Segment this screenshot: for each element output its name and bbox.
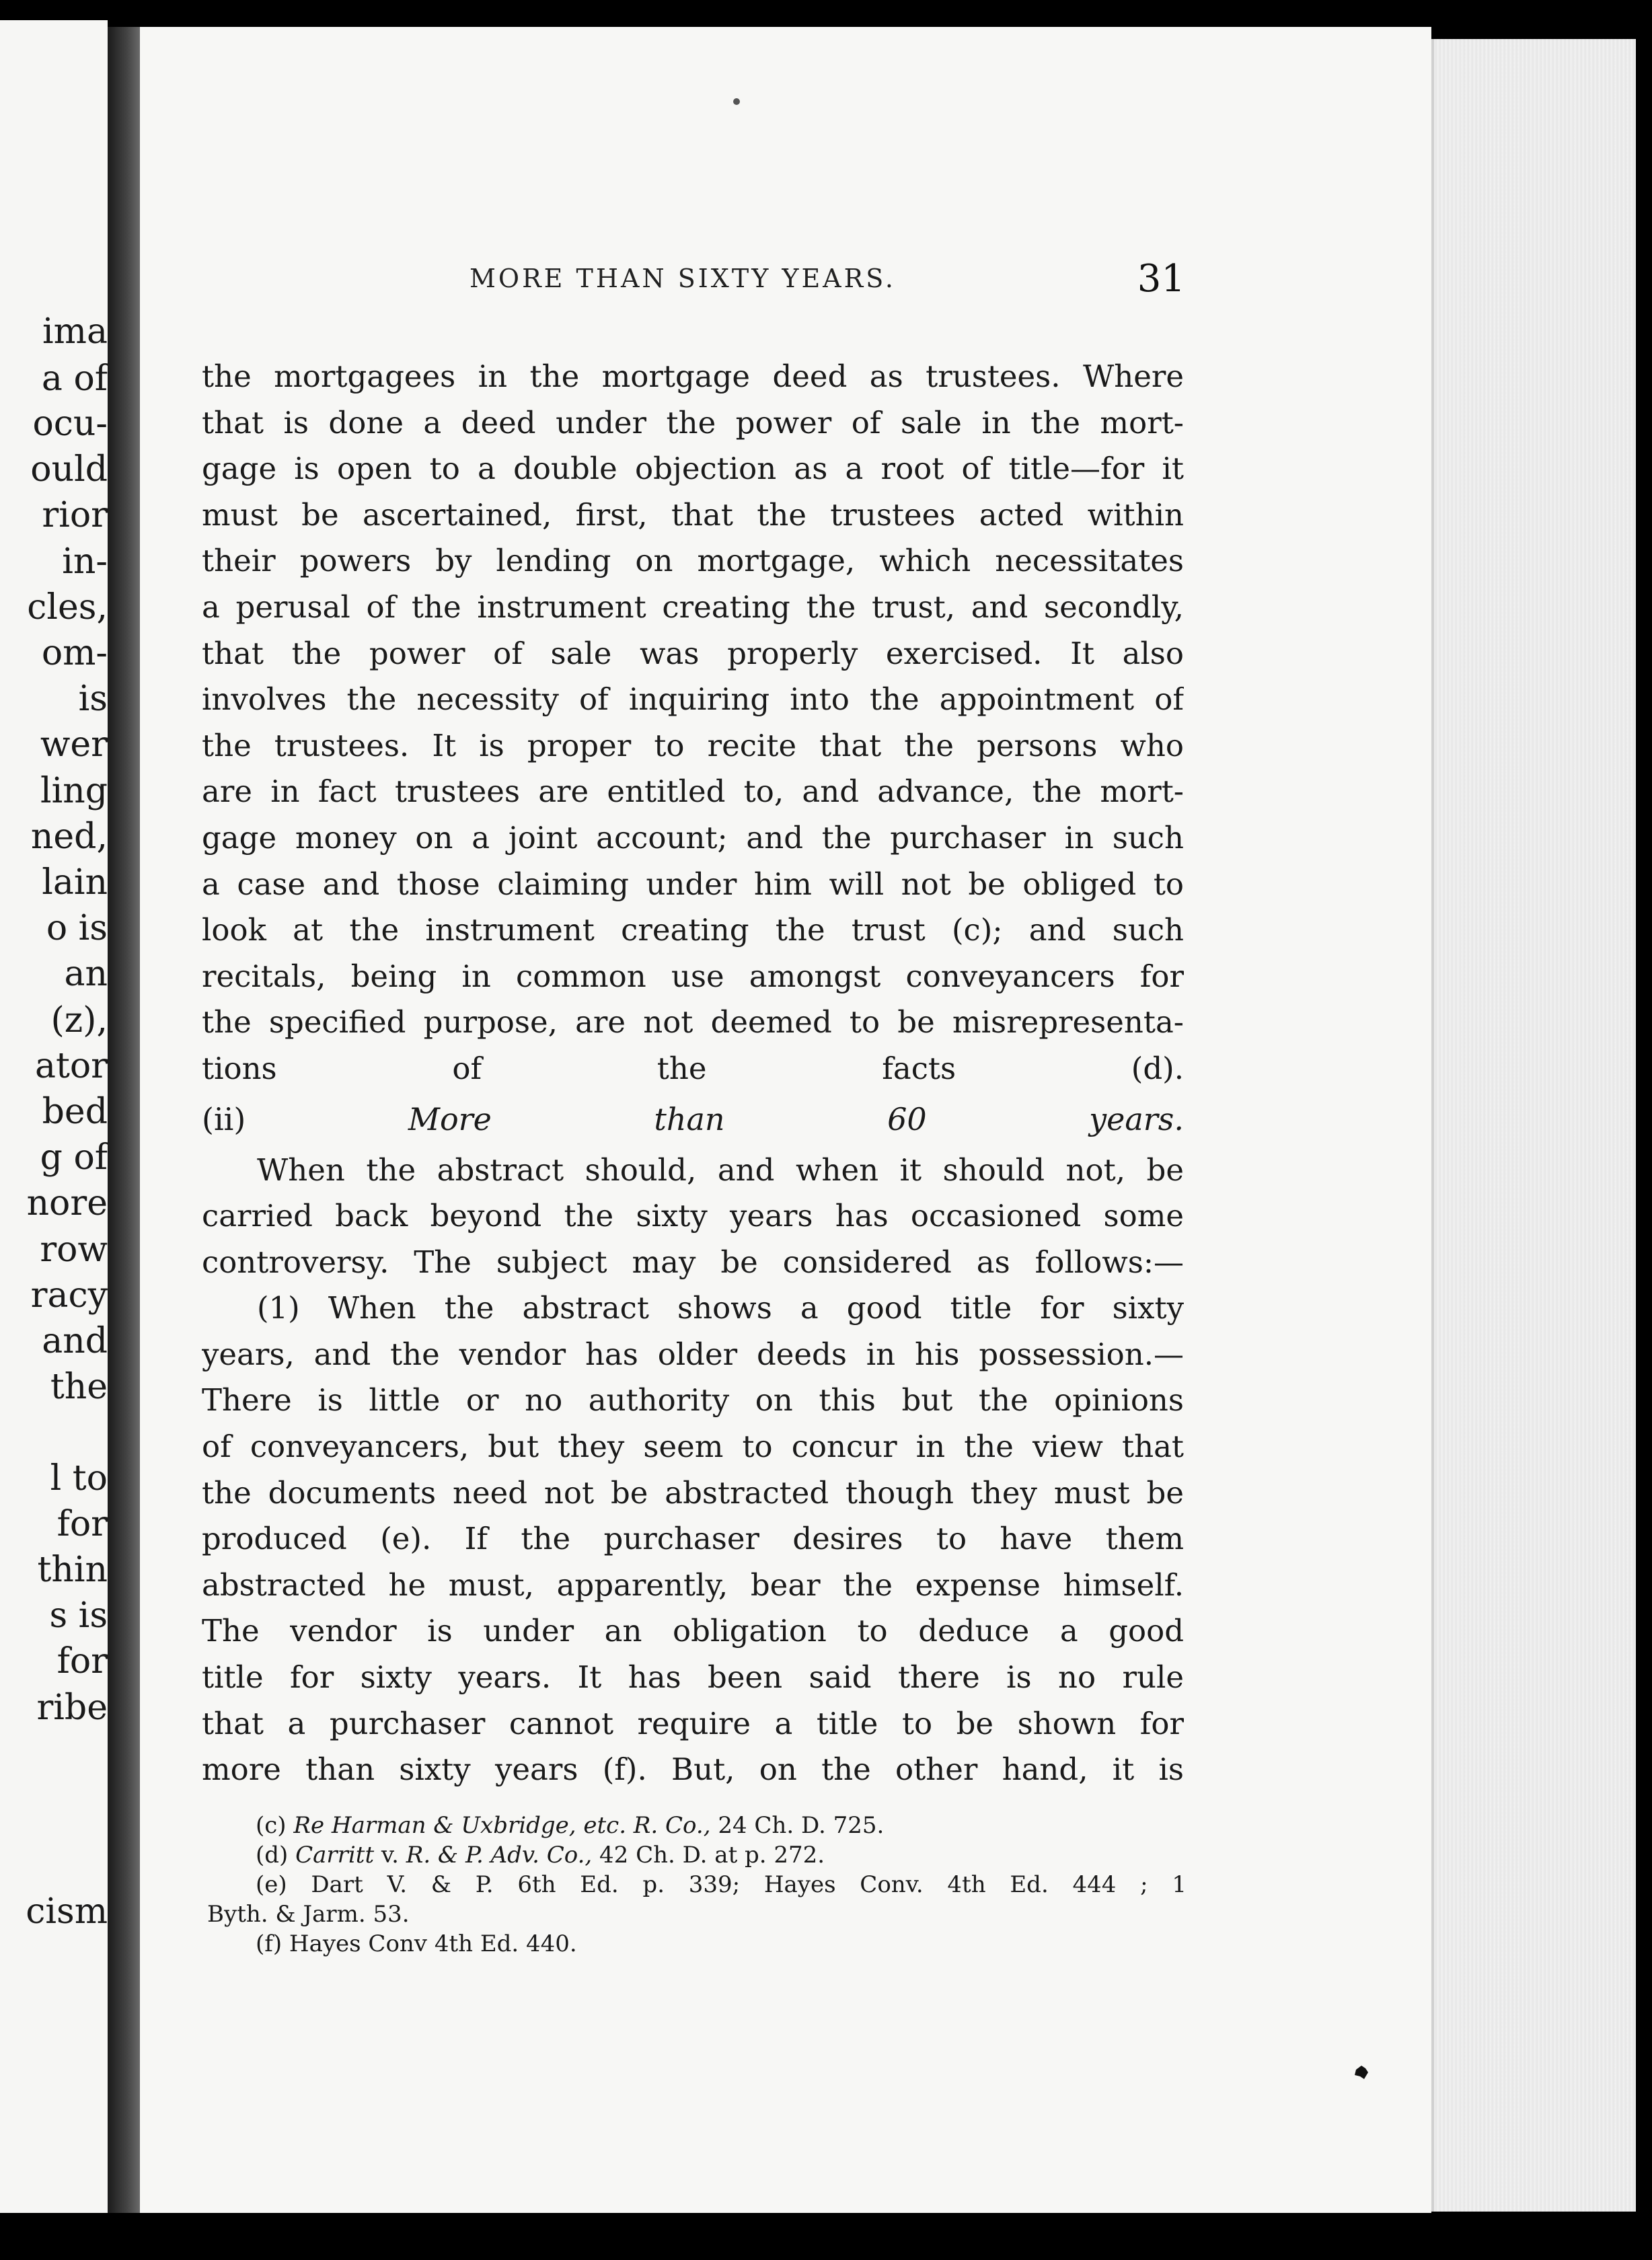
- paragraph-mortgagees: [202, 354, 1184, 1092]
- left-page-fragment: cism: [26, 1891, 108, 1932]
- previous-page-edge: [0, 20, 108, 2213]
- footnote-c: [207, 1811, 1187, 1840]
- subheading-number: (ii): [202, 1100, 246, 1137]
- footnote-e-line1: (e) Dart V. & P. 6th Ed. p. 339; Hayes Conv. 4th Ed. 444 ; 1: [256, 1871, 1187, 1898]
- left-page-fragment: s is: [49, 1595, 108, 1636]
- text-line: tions of the facts (d).: [202, 1050, 1184, 1086]
- left-page-fragment: (z),: [50, 1000, 108, 1041]
- left-page-fragment: ator: [34, 1046, 108, 1086]
- text-line: abstracted he must, apparently, bear the expense himself.: [202, 1567, 1184, 1603]
- left-page-fragment: ima: [42, 311, 108, 352]
- footnote-d-case: Carritt: [295, 1842, 375, 1869]
- paragraph-abstract-controversy: [202, 1147, 1184, 1286]
- footnote-d-case2: R. & P. Adv. Co.,: [406, 1842, 593, 1869]
- text-line: the mortgagees in the mortgage deed as trustees. Where: [202, 359, 1184, 394]
- text-line: look at the instrument creating the trust (c); and such: [202, 912, 1184, 948]
- left-page-fragment: lain: [42, 862, 108, 903]
- left-page-fragment: l to: [50, 1458, 108, 1499]
- text-line: controversy. The subject may be considered as follows:—: [202, 1244, 1184, 1280]
- page-number: 31: [1137, 257, 1185, 301]
- text-line: produced (e). If the purchaser desires to have them: [202, 1521, 1184, 1557]
- text-line: the specified purpose, are not deemed to be misrepresenta-: [202, 1004, 1184, 1041]
- left-page-fragment: bed: [42, 1092, 108, 1132]
- text-line: gage money on a joint account; and the purchaser in such: [202, 819, 1184, 856]
- footnotes: [207, 1811, 1187, 1959]
- left-page-fragment: racy: [30, 1275, 108, 1316]
- left-page-fragment: row: [40, 1230, 108, 1270]
- text-line: that a purchaser cannot require a title to be shown for: [202, 1705, 1184, 1741]
- text-line: gage is open to a double objection as a root of title—for it: [202, 451, 1184, 487]
- book-gutter: [108, 27, 140, 2213]
- left-page-fragment: om-: [41, 633, 108, 673]
- footnote-d: [207, 1840, 1187, 1870]
- text-line: (1) When the abstract shows a good title for sixty: [257, 1290, 1184, 1326]
- left-page-fragment: ling: [40, 771, 108, 811]
- text-line: must be ascertained, first, that the trustees acted within: [202, 496, 1184, 533]
- text-line: carried back beyond the sixty years has occasioned some: [202, 1198, 1184, 1234]
- section-subheading: [202, 1092, 1184, 1147]
- text-line: more than sixty years (f). But, on the other hand, it is: [202, 1752, 1184, 1788]
- footnote-c-mark: (c): [256, 1812, 287, 1839]
- left-page-fragment: for: [57, 1641, 108, 1682]
- paper-speck: [733, 98, 740, 105]
- text-line: of conveyancers, but they seem to concur in the view that: [202, 1429, 1184, 1465]
- text-line: a case and those claiming under him will not be obliged to: [202, 866, 1184, 902]
- text-line: that the power of sale was properly exercised. It also: [202, 635, 1184, 671]
- left-page-fragment: o is: [46, 908, 108, 948]
- left-page-fragment: is: [78, 679, 108, 719]
- page-edge-stack: [1431, 39, 1636, 2212]
- text-line: When the abstract should, and when it should not, be: [257, 1152, 1184, 1188]
- text-line: title for sixty years. It has been said there is no rule: [202, 1659, 1184, 1696]
- text-line: years, and the vendor has older deeds in his possession.—: [202, 1336, 1184, 1372]
- footnote-c-case: Re Harman & Uxbridge, etc. R. Co.,: [293, 1812, 711, 1839]
- left-page-fragment: ould: [30, 449, 108, 490]
- page-header: [140, 257, 1185, 311]
- text-line: a perusal of the instrument creating the trust, and secondly,: [202, 589, 1184, 625]
- book-page: [140, 27, 1431, 2213]
- body-text: [202, 354, 1184, 1793]
- text-line: the trustees. It is proper to recite that the persons who: [202, 727, 1184, 763]
- left-page-fragment: ned,: [30, 817, 108, 857]
- left-page-fragment: for: [57, 1504, 108, 1544]
- left-page-fragment: and: [42, 1321, 108, 1361]
- paragraph-older-deeds: [202, 1285, 1184, 1793]
- footnote-d-mark: (d): [256, 1842, 289, 1869]
- text-line: The vendor is under an obligation to deduce a good: [202, 1613, 1184, 1649]
- text-line: that is done a deed under the power of sale in the mort-: [202, 404, 1184, 441]
- text-line: recitals, being in common use amongst conveyancers for: [202, 958, 1184, 994]
- left-page-fragment: rior: [42, 495, 108, 535]
- running-head: MORE THAN SIXTY YEARS.: [470, 264, 896, 293]
- footnote-d-ref: 42 Ch. D. at p. 272.: [599, 1842, 825, 1869]
- left-page-fragment: cles,: [27, 587, 108, 628]
- text-line: their powers by lending on mortgage, which necessitates: [202, 543, 1184, 579]
- left-page-fragment: an: [64, 954, 108, 994]
- left-page-fragment: ocu-: [32, 404, 108, 444]
- text-line: There is little or no authority on this but the opinions: [202, 1382, 1184, 1419]
- left-page-fragment: the: [50, 1367, 108, 1407]
- text-line: are in fact trustees are entitled to, and advance, the mort-: [202, 774, 1184, 810]
- left-page-fragment: g of: [40, 1137, 108, 1178]
- left-page-fragment: thin: [37, 1550, 108, 1590]
- left-page-fragment: nore: [26, 1183, 108, 1223]
- ink-blot-mark: [1352, 2063, 1371, 2082]
- footnote-c-ref: 24 Ch. D. 725.: [718, 1812, 885, 1839]
- text-line: the documents need not be abstracted though they must be: [202, 1474, 1184, 1511]
- footnote-f: (f) Hayes Conv 4th Ed. 440.: [256, 1930, 577, 1957]
- left-page-fragment: a of: [41, 359, 108, 399]
- left-page-fragment: ribe: [36, 1688, 108, 1728]
- footnote-e-line2: Byth. & Jarm. 53.: [207, 1901, 410, 1928]
- left-page-fragment: in-: [62, 541, 108, 582]
- left-page-fragment: wer: [40, 724, 108, 765]
- footnote-d-versus: v.: [381, 1842, 399, 1869]
- subheading-title: More than 60 years.: [408, 1100, 1184, 1137]
- text-line: involves the necessity of inquiring into the appointment of: [202, 681, 1184, 718]
